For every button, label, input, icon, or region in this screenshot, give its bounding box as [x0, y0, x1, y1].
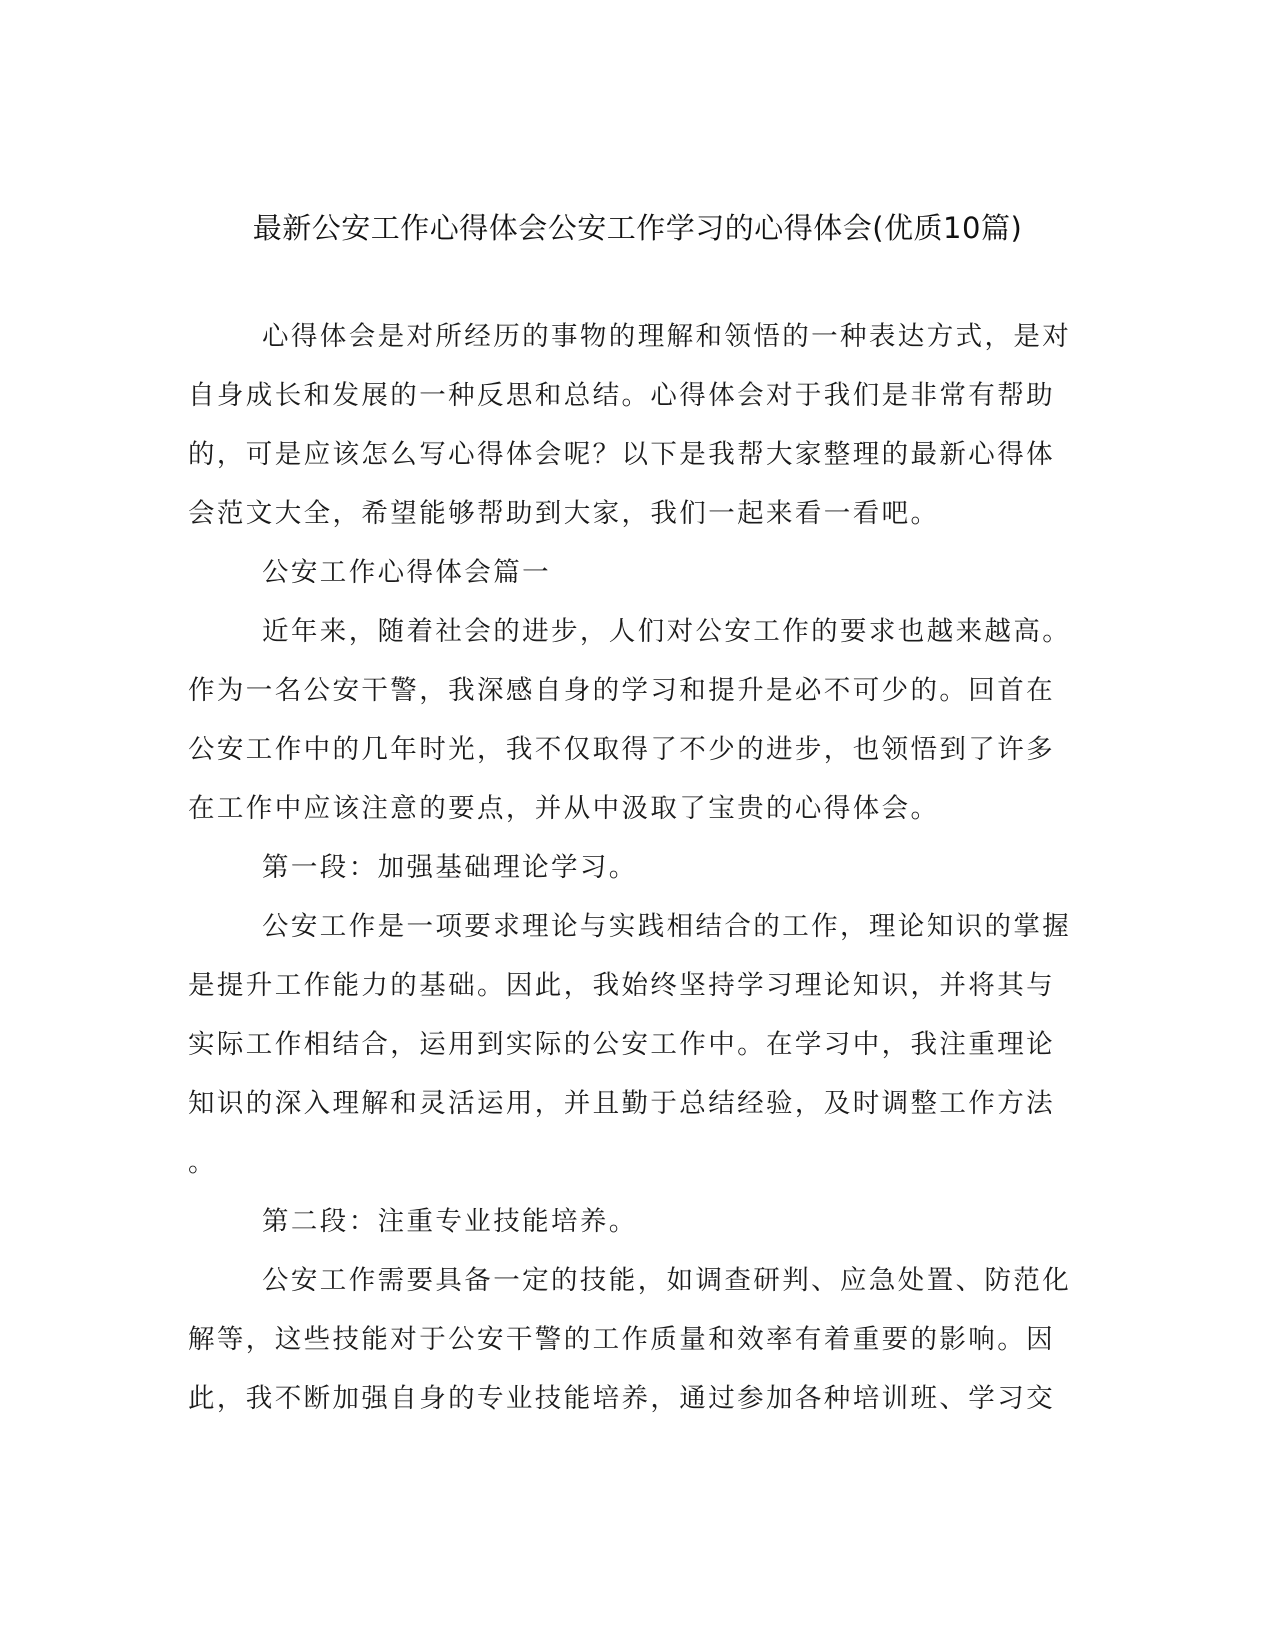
paragraph-line: 公安工作是一项要求理论与实践相结合的工作，理论知识的掌握	[262, 911, 1072, 942]
paragraph-line: 作为一名公安干警，我深感自身的学习和提升是必不可少的。回首在	[188, 675, 1055, 706]
paragraph-line: 心得体会是对所经历的事物的理解和领悟的一种表达方式，是对	[262, 321, 1072, 352]
paragraph-line: 近年来，随着社会的进步，人们对公安工作的要求也越来越高。	[262, 616, 1072, 647]
paragraph-line: 知识的深入理解和灵活运用，并且勤于总结经验，及时调整工作方法	[188, 1088, 1055, 1119]
section-heading: 第一段：加强基础理论学习。	[262, 852, 638, 883]
section-heading: 公安工作心得体会篇一	[262, 557, 551, 588]
section-heading: 第二段：注重专业技能培养。	[262, 1206, 638, 1237]
paragraph-line: 此，我不断加强自身的专业技能培养，通过参加各种培训班、学习交	[188, 1383, 1055, 1414]
paragraph-line: 。	[188, 1147, 217, 1178]
paragraph-line: 会范文大全，希望能够帮助到大家，我们一起来看一看吧。	[188, 498, 940, 529]
paragraph-line: 公安工作中的几年时光，我不仅取得了不少的进步，也领悟到了许多	[188, 734, 1055, 765]
paragraph-line: 公安工作需要具备一定的技能，如调查研判、应急处置、防范化	[262, 1265, 1072, 1296]
document-title: 最新公安工作心得体会公安工作学习的心得体会(优质10篇)	[252, 211, 1023, 245]
paragraph-line: 是提升工作能力的基础。因此，我始终坚持学习理论知识，并将其与	[188, 970, 1055, 1001]
paragraph-line: 在工作中应该注意的要点，并从中汲取了宝贵的心得体会。	[188, 793, 940, 824]
paragraph-line: 解等，这些技能对于公安干警的工作质量和效率有着重要的影响。因	[188, 1324, 1055, 1355]
paragraph-line: 的，可是应该怎么写心得体会呢？以下是我帮大家整理的最新心得体	[188, 439, 1055, 470]
paragraph-line: 实际工作相结合，运用到实际的公安工作中。在学习中，我注重理论	[188, 1029, 1055, 1060]
paragraph-line: 自身成长和发展的一种反思和总结。心得体会对于我们是非常有帮助	[188, 380, 1055, 411]
